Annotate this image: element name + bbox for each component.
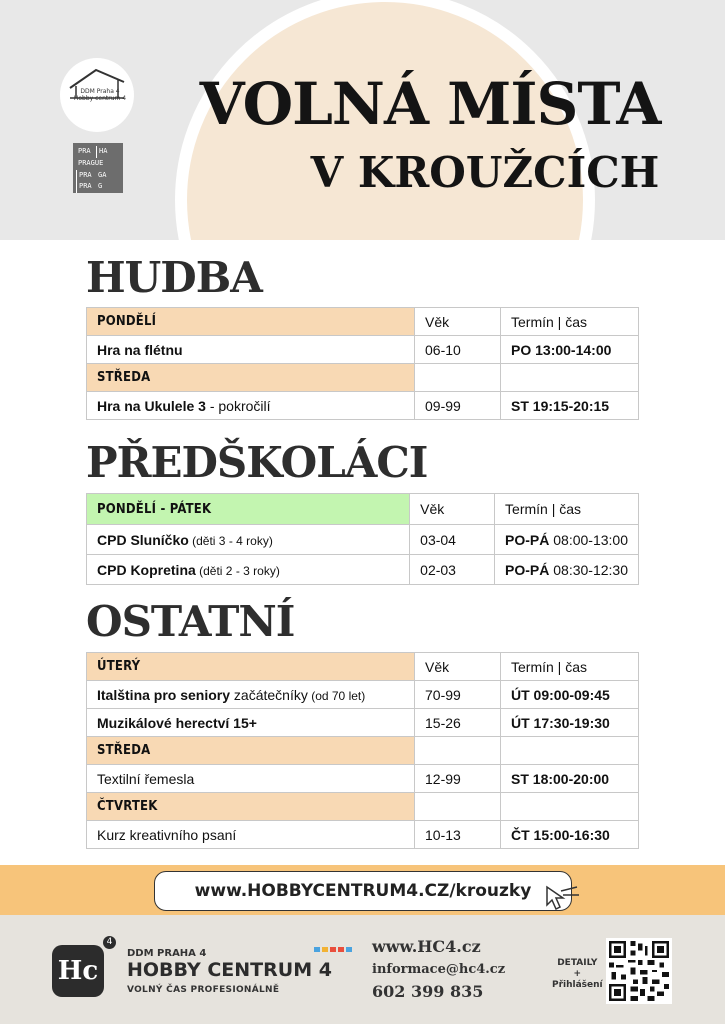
detaily-registration: Přihlášení bbox=[552, 980, 603, 990]
praha-logo-text: HA bbox=[96, 146, 120, 158]
praha-logo-text: GA bbox=[98, 170, 107, 179]
course-name-cell bbox=[87, 555, 410, 585]
praha-logo bbox=[73, 143, 123, 193]
course-name: Hra na Ukulele 3 bbox=[97, 397, 206, 414]
course-age: 10-13 bbox=[415, 821, 501, 849]
course-name-cell bbox=[87, 525, 410, 555]
course-time: ST 19:15-20:15 bbox=[501, 392, 639, 420]
day-cell: ČTVRTEK bbox=[87, 793, 415, 821]
cursor-icon bbox=[545, 885, 581, 911]
course-age: 06-10 bbox=[415, 336, 501, 364]
day-cell: STŘEDA bbox=[87, 364, 415, 392]
org-name: HOBBY CENTRUM 4 bbox=[127, 959, 332, 981]
course-note: (děti 2 - 3 roky) bbox=[195, 563, 280, 578]
empty-cell bbox=[415, 364, 501, 392]
page-title: VOLNÁ MÍSTA bbox=[199, 70, 661, 138]
table-row bbox=[87, 765, 639, 793]
course-name: CPD Kopretina bbox=[97, 561, 196, 578]
table-row bbox=[87, 653, 639, 681]
course-age: 09-99 bbox=[415, 392, 501, 420]
course-time: ÚT 09:00-09:45 bbox=[501, 681, 639, 709]
table-row bbox=[87, 793, 639, 821]
section-title-predskolaci: PŘEDŠKOLÁCI bbox=[86, 438, 428, 487]
table-row bbox=[87, 709, 639, 737]
empty-cell bbox=[415, 737, 501, 765]
ddm-logo bbox=[60, 58, 134, 132]
empty-cell bbox=[501, 793, 639, 821]
praha-logo-text: PRA bbox=[76, 170, 96, 182]
course-age: 03-04 bbox=[410, 525, 495, 555]
course-note: (od 70 let) bbox=[307, 688, 366, 703]
course-time: ST 18:00-20:00 bbox=[501, 765, 639, 793]
table-row bbox=[87, 494, 639, 525]
footer-phone: 602 399 835 bbox=[372, 982, 484, 1001]
section-title-ostatni: OSTATNÍ bbox=[86, 597, 295, 646]
table-row bbox=[87, 821, 639, 849]
qr-code-icon[interactable] bbox=[606, 938, 672, 1004]
course-name: Muzikálové herectví 15+ bbox=[87, 709, 415, 737]
course-note: - pokročilí bbox=[205, 397, 271, 414]
course-time-cell bbox=[495, 555, 639, 585]
day-cell: PONDĚLÍ bbox=[87, 308, 415, 336]
course-age: 15-26 bbox=[415, 709, 501, 737]
course-name-cell bbox=[87, 681, 415, 709]
footer-web-link[interactable]: www.HC4.cz bbox=[372, 937, 481, 956]
course-days: PO-PÁ bbox=[505, 561, 550, 578]
footer-email-link[interactable]: informace@hc4.cz bbox=[372, 962, 506, 977]
table-row bbox=[87, 525, 639, 555]
detaily-plus: + bbox=[573, 969, 582, 979]
website-link[interactable]: www.HOBBYCENTRUM4.CZ/krouzky bbox=[154, 871, 572, 911]
course-name: Hra na flétnu bbox=[87, 336, 415, 364]
empty-cell bbox=[501, 364, 639, 392]
course-age: 02-03 bbox=[410, 555, 495, 585]
table-row bbox=[87, 555, 639, 585]
page-subtitle: V KROUŽCÍCH bbox=[310, 148, 660, 197]
empty-cell bbox=[501, 737, 639, 765]
col-header-time: Termín | čas bbox=[501, 308, 639, 336]
day-cell: PONDĚLÍ - PÁTEK bbox=[87, 494, 410, 525]
empty-cell bbox=[415, 793, 501, 821]
praha-logo-text: PRA bbox=[76, 181, 96, 193]
table-row bbox=[87, 392, 639, 420]
course-name: CPD Sluníčko bbox=[97, 531, 189, 548]
predskolaci-table bbox=[86, 493, 639, 585]
hc4-logo: Hc bbox=[52, 945, 104, 997]
col-header-age: Věk bbox=[415, 653, 501, 681]
org-slogan: VOLNÝ ČAS PROFESIONÁLNĚ bbox=[127, 985, 280, 995]
course-name: Kurz kreativního psaní bbox=[87, 821, 415, 849]
course-name: Textilní řemesla bbox=[87, 765, 415, 793]
course-time: 08:00-13:00 bbox=[549, 531, 628, 548]
praha-logo-text: PRA bbox=[78, 147, 91, 155]
course-name: Italština pro seniory bbox=[97, 686, 231, 703]
course-note: začátečníky bbox=[230, 686, 308, 703]
detaily-text: DETAILY bbox=[557, 958, 598, 968]
table-row bbox=[87, 364, 639, 392]
col-header-time: Termín | čas bbox=[501, 653, 639, 681]
table-row bbox=[87, 336, 639, 364]
course-time: PO 13:00-14:00 bbox=[501, 336, 639, 364]
course-age: 12-99 bbox=[415, 765, 501, 793]
table-row bbox=[87, 737, 639, 765]
hc4-logo-number: 4 bbox=[103, 936, 116, 949]
course-time: ÚT 17:30-19:30 bbox=[501, 709, 639, 737]
col-header-age: Věk bbox=[410, 494, 495, 525]
praha-logo-text: G bbox=[98, 182, 103, 191]
praha-logo-text: PRAGUE bbox=[78, 158, 104, 167]
detaily-label bbox=[552, 958, 603, 991]
course-note: (děti 3 - 4 roky) bbox=[188, 533, 273, 548]
table-row bbox=[87, 308, 639, 336]
table-row bbox=[87, 681, 639, 709]
day-cell: STŘEDA bbox=[87, 737, 415, 765]
course-name-cell bbox=[87, 392, 415, 420]
col-header-age: Věk bbox=[415, 308, 501, 336]
col-header-time: Termín | čas bbox=[495, 494, 639, 525]
org-name-small: DDM PRAHA 4 bbox=[127, 948, 207, 959]
ddm-logo-text: DDM Praha 4 Hobby centrum 4 bbox=[73, 88, 127, 102]
course-time: 08:30-12:30 bbox=[549, 561, 628, 578]
section-title-hudba: HUDBA bbox=[86, 253, 262, 302]
hudba-table bbox=[86, 307, 639, 420]
course-time: ČT 15:00-16:30 bbox=[501, 821, 639, 849]
course-age: 70-99 bbox=[415, 681, 501, 709]
day-cell: ÚTERÝ bbox=[87, 653, 415, 681]
course-time-cell bbox=[495, 525, 639, 555]
color-dots-icon bbox=[314, 947, 352, 952]
course-days: PO-PÁ bbox=[505, 531, 550, 548]
ostatni-table bbox=[86, 652, 639, 849]
